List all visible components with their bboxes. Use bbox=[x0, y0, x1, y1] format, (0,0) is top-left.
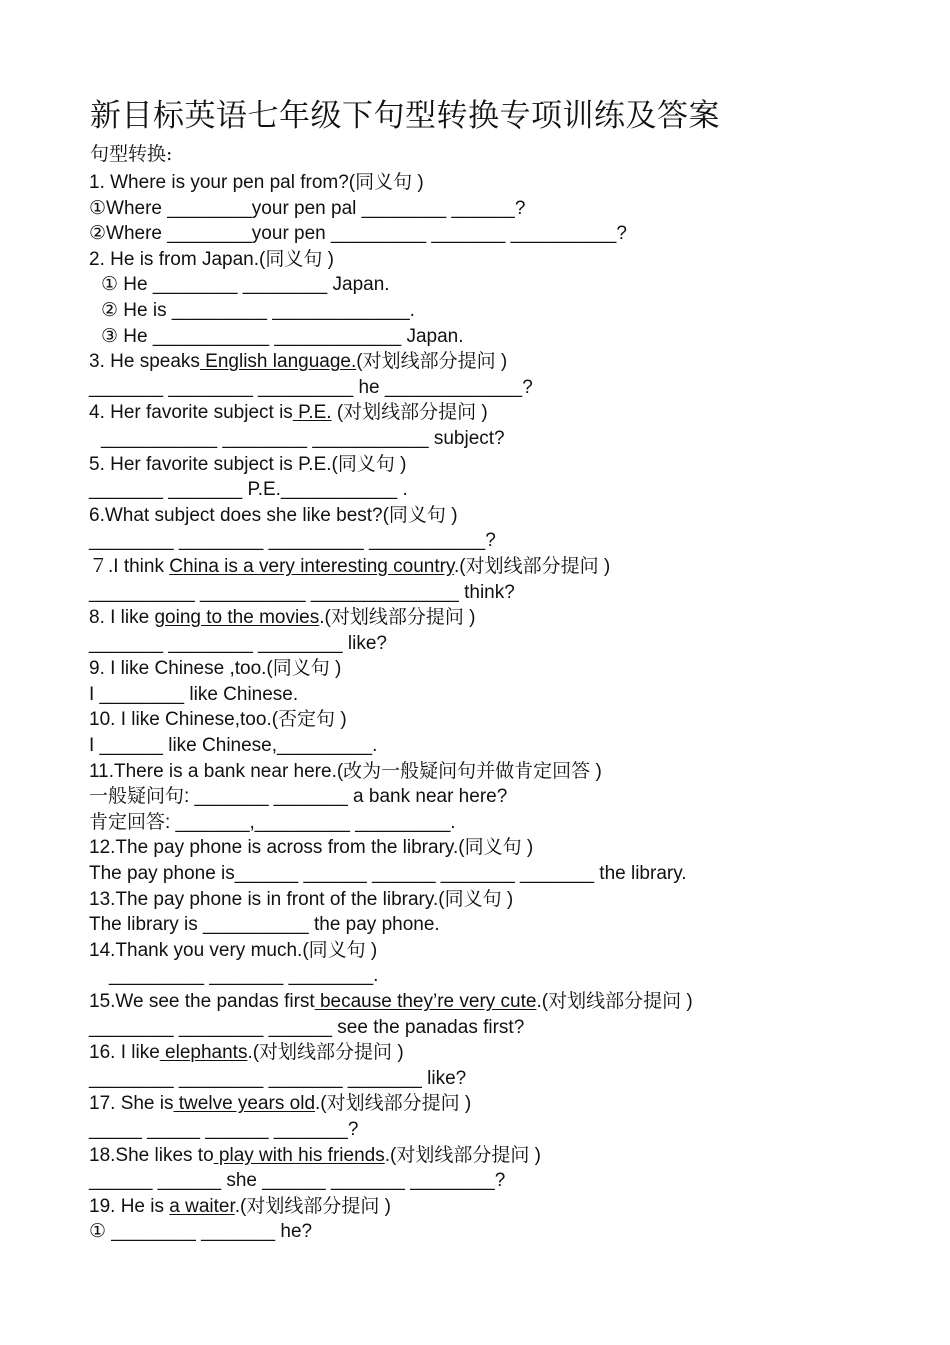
line-text: .(对划线部分提问 ) bbox=[384, 1144, 541, 1166]
exercise-line bbox=[89, 1091, 929, 1117]
line-text: ③ He ___________ ____________ Japan. bbox=[101, 325, 464, 347]
line-text: 6.What subject does she like best?(同义句 ) bbox=[89, 504, 458, 526]
line-text: _______ ________ _________ he _____________? bbox=[89, 376, 533, 398]
underlined-phrase: P.E. bbox=[292, 402, 332, 424]
line-text: 14.Thank you very much.(同义句 ) bbox=[89, 939, 378, 961]
line-text: (对划线部分提问 ) bbox=[331, 402, 488, 424]
line-text: ① ________ _______ he? bbox=[89, 1221, 313, 1243]
exercise-line bbox=[89, 1194, 929, 1220]
line-text: 1. Where is your pen pal from?(同义句 ) bbox=[89, 172, 424, 193]
exercise-line bbox=[89, 349, 929, 375]
line-text: 肯定回答: _______,_________ _________. bbox=[89, 811, 456, 833]
exercise-line bbox=[89, 1168, 929, 1194]
line-text: 3. He speaks bbox=[89, 351, 200, 373]
line-text: ________ ________ ______ see the panadas first? bbox=[89, 1016, 525, 1038]
line-text: The pay phone is______ ______ ______ _______ _______ the library. bbox=[89, 863, 687, 885]
exercise-line bbox=[89, 221, 929, 247]
line-text: (对划线部分提问 ) bbox=[356, 351, 508, 373]
line-text: 15.We see the pandas first bbox=[89, 991, 315, 1012]
exercise-line bbox=[89, 452, 929, 478]
line-text: _______ _______ P.E.___________ . bbox=[89, 479, 408, 501]
exercise-line bbox=[89, 989, 929, 1015]
exercise-line bbox=[89, 272, 929, 298]
exercise-line bbox=[89, 1143, 929, 1169]
document-title: 新目标英语七年级下句型转换专项训练及答案 bbox=[90, 98, 720, 134]
underlined-phrase: English language. bbox=[199, 351, 357, 373]
exercise-line bbox=[89, 1040, 929, 1066]
line-text: 13.The pay phone is in front of the library.(同义句 ) bbox=[89, 888, 514, 910]
line-text: _____ _____ ______ _______? bbox=[89, 1118, 359, 1140]
exercise-line bbox=[89, 835, 929, 861]
line-text: 17. She is bbox=[89, 1093, 174, 1115]
exercise-line bbox=[89, 1117, 929, 1143]
line-text: .(对划线部分提问 ) bbox=[454, 555, 611, 577]
line-text: .(对划线部分提问 ) bbox=[315, 1093, 472, 1115]
exercise-line bbox=[89, 580, 929, 606]
line-text: .(对划线部分提问 ) bbox=[319, 607, 476, 629]
exercise-line bbox=[89, 298, 929, 324]
line-text: 12.The pay phone is across from the library.(同义句 ) bbox=[89, 837, 534, 859]
exercise-line bbox=[89, 656, 929, 682]
line-text: 19. He is bbox=[89, 1195, 170, 1217]
line-text: 一般疑问句: _______ _______ a bank near here? bbox=[89, 786, 508, 808]
underlined-phrase: elephants bbox=[159, 1042, 248, 1064]
line-text: 11.There is a bank near here.(改为一般疑问句并做肯定回答 ) bbox=[89, 760, 602, 782]
underlined-phrase: a waiter bbox=[169, 1195, 235, 1217]
line-text: ② He is _________ _____________. bbox=[101, 299, 415, 321]
exercise-line bbox=[89, 375, 929, 401]
exercise-line bbox=[89, 324, 929, 350]
line-text: ①Where ________your pen pal ________ ______? bbox=[89, 197, 526, 219]
line-text: ________ ________ _______ _______ like? bbox=[89, 1067, 467, 1089]
exercise-line bbox=[89, 810, 929, 836]
line-text: 16. I like bbox=[89, 1042, 160, 1064]
exercise-line bbox=[89, 938, 929, 964]
exercise-line bbox=[89, 963, 929, 989]
exercise-line bbox=[89, 554, 929, 580]
exercise-line bbox=[89, 707, 929, 733]
exercise-line bbox=[89, 1015, 929, 1041]
exercise-line bbox=[89, 528, 929, 554]
exercise-list bbox=[89, 170, 929, 1245]
exercise-line bbox=[89, 861, 929, 887]
line-text: .(对划线部分提问 ) bbox=[247, 1042, 404, 1064]
line-text: 18.She likes to bbox=[89, 1144, 214, 1166]
line-text: ________ ________ _________ ___________? bbox=[89, 530, 496, 552]
line-text: _________ _______ ________. bbox=[109, 965, 379, 987]
underlined-phrase: going to the movies bbox=[154, 607, 320, 629]
line-text: ②Where ________your pen _________ _______ __________? bbox=[89, 223, 627, 245]
exercise-line bbox=[89, 605, 929, 631]
underlined-phrase: play with his friends bbox=[213, 1144, 385, 1166]
underlined-phrase: China is a very interesting country bbox=[169, 555, 455, 577]
line-text: The library is __________ the pay phone. bbox=[89, 914, 440, 936]
exercise-line bbox=[89, 503, 929, 529]
line-text: I ______ like Chinese,_________. bbox=[89, 735, 378, 757]
line-text: 9. I like Chinese ,too.(同义句 ) bbox=[89, 658, 342, 680]
line-text: _______ ________ ________ like? bbox=[89, 632, 387, 654]
exercise-line bbox=[89, 170, 929, 196]
line-text: 5. Her favorite subject is P.E.(同义句 ) bbox=[89, 453, 407, 475]
exercise-line bbox=[89, 426, 929, 452]
line-text: 8. I like bbox=[89, 607, 155, 629]
exercise-line bbox=[89, 1066, 929, 1092]
exercise-line bbox=[89, 1219, 929, 1245]
exercise-line bbox=[89, 682, 929, 708]
section-heading: 句型转换: bbox=[90, 143, 173, 165]
underlined-phrase: because they’re very cute bbox=[314, 991, 537, 1012]
exercise-line bbox=[89, 912, 929, 938]
exercise-line bbox=[89, 887, 929, 913]
exercise-line bbox=[89, 196, 929, 222]
exercise-line bbox=[89, 477, 929, 503]
line-text: 10. I like Chinese,too.(否定句 ) bbox=[89, 709, 347, 731]
underlined-phrase: twelve years old bbox=[173, 1093, 316, 1115]
exercise-line bbox=[89, 631, 929, 657]
line-text: __________ __________ ______________ think? bbox=[89, 581, 515, 603]
exercise-line bbox=[89, 733, 929, 759]
line-text: .(对划线部分提问 ) bbox=[536, 991, 693, 1012]
line-text: 2. He is from Japan.(同义句 ) bbox=[89, 248, 334, 270]
exercise-line bbox=[89, 759, 929, 785]
line-text: .(对划线部分提问 ) bbox=[234, 1195, 391, 1217]
line-text: ① He ________ ________ Japan. bbox=[101, 274, 390, 296]
line-text: ___________ ________ ___________ subject? bbox=[101, 427, 505, 449]
exercise-line bbox=[89, 247, 929, 273]
line-text: I ________ like Chinese. bbox=[89, 683, 299, 705]
line-text: ７.I think bbox=[89, 555, 170, 577]
exercise-line bbox=[89, 400, 929, 426]
line-text: 4. Her favorite subject is bbox=[89, 402, 293, 424]
line-text: ______ ______ she ______ _______ ________? bbox=[89, 1170, 506, 1192]
exercise-line bbox=[89, 784, 929, 810]
